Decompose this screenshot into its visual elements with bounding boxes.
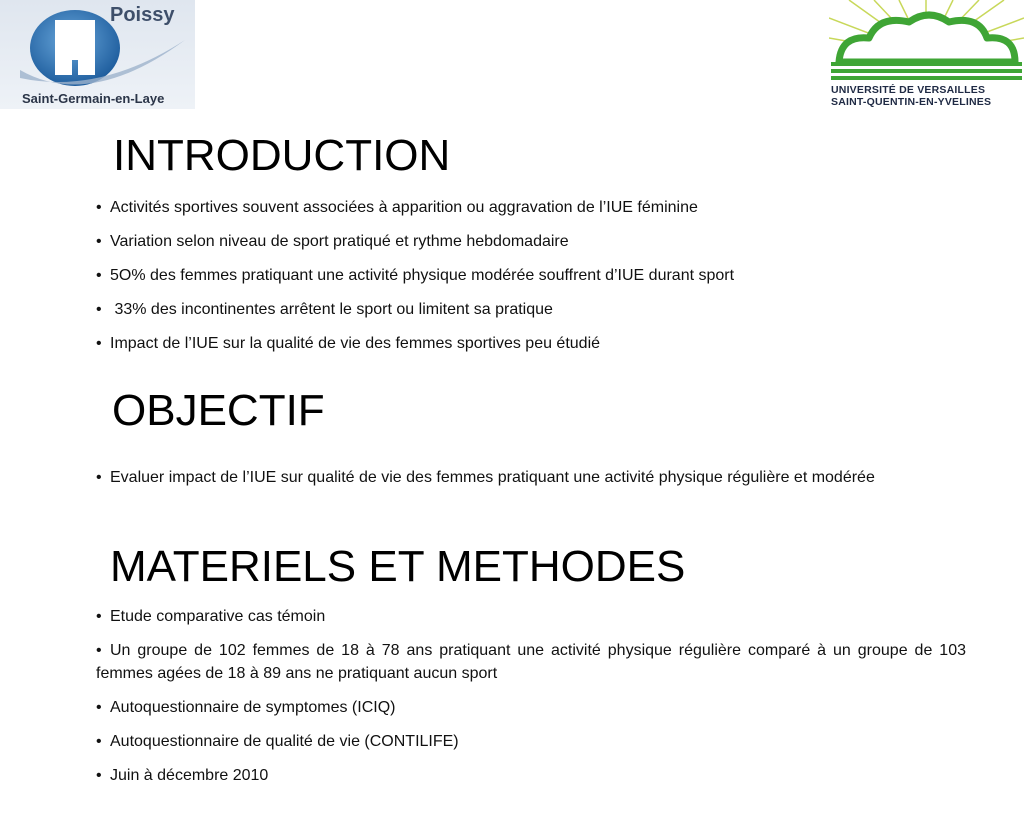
bullet: • xyxy=(96,469,102,486)
bullet: • xyxy=(96,733,102,750)
bullet: • xyxy=(96,699,102,716)
objectif-bullet-text: Evaluer impact de l’IUE sur qualité de vie des femmes pratiquant une activité physique régulière et modérée xyxy=(110,469,875,486)
logo-left-name: Poissy xyxy=(110,4,175,26)
poissy-logo xyxy=(0,0,195,109)
materiels-list xyxy=(96,605,966,798)
list-item xyxy=(96,696,966,719)
bullet: • xyxy=(96,301,102,318)
heading-introduction: INTRODUCTION xyxy=(113,131,451,180)
bullet: • xyxy=(96,233,102,250)
list-item xyxy=(96,764,966,787)
materiels-bullet-text: Etude comparative cas témoin xyxy=(110,608,326,625)
bullet: • xyxy=(96,642,102,659)
heading-objectif: OBJECTIF xyxy=(112,386,325,435)
logo-right-line2: SAINT-QUENTIN-EN-YVELINES xyxy=(831,96,992,108)
list-item xyxy=(96,264,996,298)
objectif-list xyxy=(96,466,956,489)
list-item xyxy=(96,605,966,628)
bullet: • xyxy=(96,767,102,784)
logo-right-line1: UNIVERSITÉ DE VERSAILLES xyxy=(831,84,986,96)
bullet: • xyxy=(96,608,102,625)
bullet: • xyxy=(96,335,102,352)
list-item xyxy=(96,466,956,489)
introduction-bullet-text: Variation selon niveau de sport pratiqué et rythme hebdomadaire xyxy=(110,233,569,250)
materiels-bullet-text: Autoquestionnaire de symptomes (ICIQ) xyxy=(110,699,396,716)
heading-materiels-methodes: MATERIELS ET METHODES xyxy=(110,542,686,591)
uvsq-logo xyxy=(829,0,1024,109)
list-item xyxy=(96,639,966,685)
list-item xyxy=(96,332,996,366)
list-item xyxy=(96,298,996,332)
introduction-list xyxy=(96,196,996,366)
list-item xyxy=(96,196,996,230)
materiels-bullet-text: Autoquestionnaire de qualité de vie (CONTILIFE) xyxy=(110,733,459,750)
introduction-bullet-text: Activités sportives souvent associées à apparition ou aggravation de l’IUE féminine xyxy=(110,199,698,216)
introduction-bullet-text: 33% des incontinentes arrêtent le sport ou limitent sa pratique xyxy=(110,301,553,318)
logo-left-place: Saint-Germain-en-Laye xyxy=(22,91,165,106)
materiels-bullet-text: Un groupe de 102 femmes de 18 à 78 ans pratiquant une activité physique régulière comparé à un groupe de 103 femmes agées de 18 à 89 ans ne pratiquant aucun sport xyxy=(96,642,966,682)
introduction-bullet-text: 5O% des femmes pratiquant une activité physique modérée souffrent d’IUE durant sport xyxy=(110,267,735,284)
bullet: • xyxy=(96,267,102,284)
list-item xyxy=(96,230,996,264)
introduction-bullet-text: Impact de l’IUE sur la qualité de vie des femmes sportives peu étudié xyxy=(110,335,601,352)
materiels-bullet-text: Juin à décembre 2010 xyxy=(110,767,269,784)
list-item xyxy=(96,730,966,753)
bullet: • xyxy=(96,199,102,216)
